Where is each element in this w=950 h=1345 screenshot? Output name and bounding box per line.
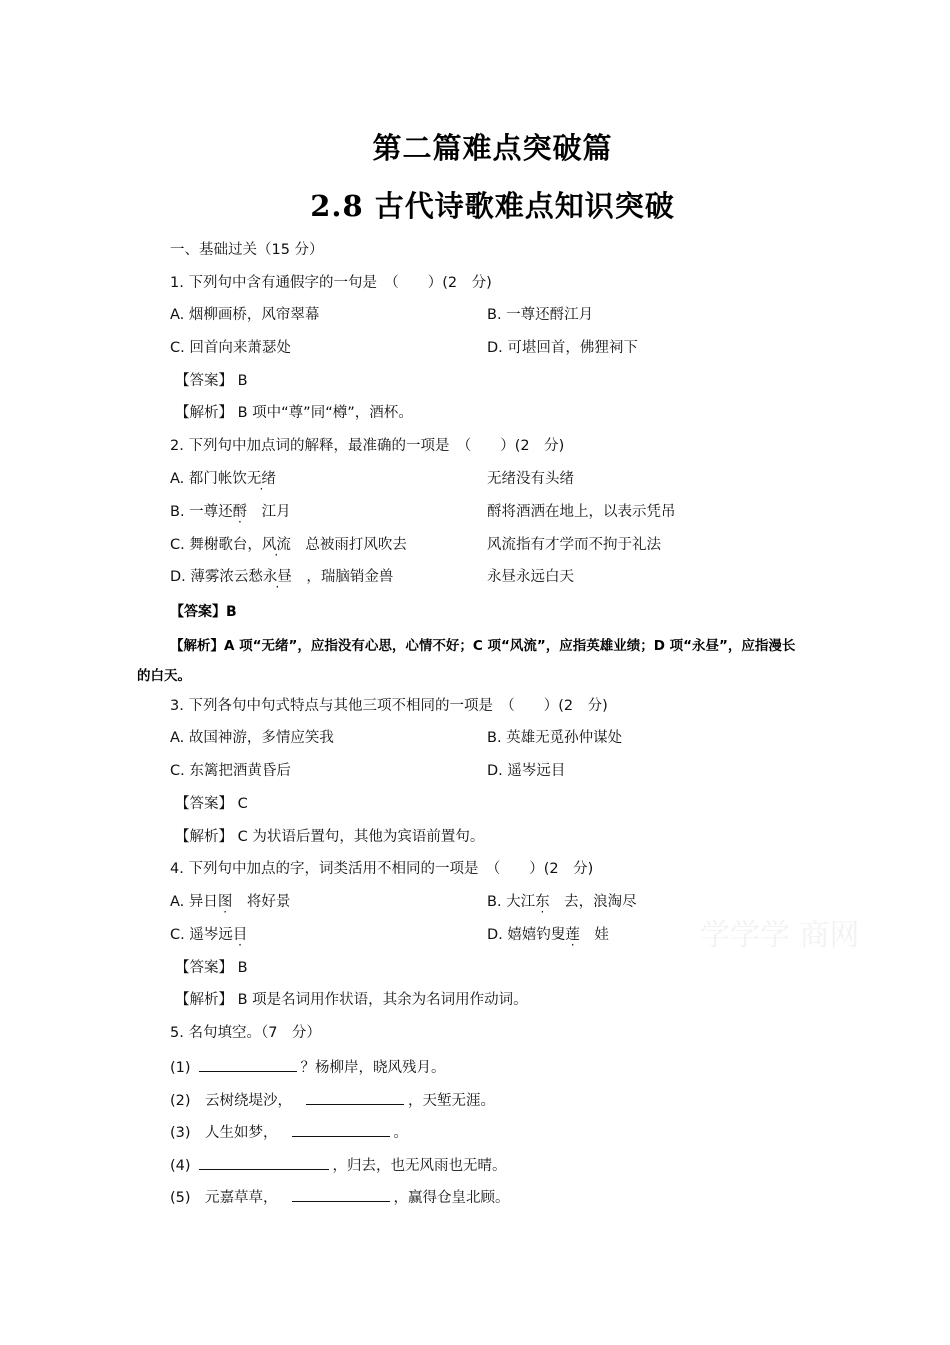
q2-option-c (170, 536, 407, 554)
q4-option-c (170, 926, 247, 944)
section-heading: 一、基础过关（15 分） (170, 242, 324, 258)
q1-option-d: D. 可堪回首，佛狸祠下 (487, 340, 638, 356)
q4-option-a (170, 893, 290, 911)
q2-option-c-dotted-word: 风流 (261, 537, 291, 553)
q2-option-b-text: B. 一尊还 (170, 504, 233, 520)
q5-item-2-text: (2) 云树绕堤沙， (170, 1093, 293, 1109)
q4-option-b-text: B. 大江 (487, 894, 536, 910)
q3-option-a: A. 故国神游，多情应笑我 (170, 730, 334, 746)
q2-option-d-rest: ，瑞脑销金兽 (291, 569, 394, 585)
q3-analysis: 【解析】 C 为状语后置句，其他为宾语前置句。 (175, 829, 485, 845)
q4-option-a-dotted-char: 图 (217, 894, 233, 910)
q4-option-a-text: A. 异日 (170, 894, 218, 910)
q2-option-c-explanation: 风流指有才学而不拘于礼法 (487, 537, 661, 553)
q1-option-b: B. 一尊还酹江月 (487, 307, 594, 323)
q5-item-2-blank (306, 1090, 404, 1105)
q4-option-b-dotted-char: 东 (535, 894, 550, 910)
q5-item-1-blank (199, 1057, 297, 1072)
q4-option-d-text: D. 嬉嬉钓叟 (487, 927, 566, 943)
q5-item-2 (170, 1090, 495, 1110)
q5-item-4-number: (4) (170, 1158, 191, 1174)
q5-item-3-rest: 。 (393, 1125, 409, 1141)
q2-option-d (170, 568, 393, 586)
q5-item-4-blank (199, 1155, 329, 1170)
q5-item-3-text: (3) 人生如梦， (170, 1125, 278, 1141)
q4-option-d (487, 926, 609, 944)
q1-answer: 【答案】 B (175, 373, 248, 389)
q5-item-4 (170, 1155, 507, 1175)
q5-item-5-text: (5) 元嘉草草， (170, 1190, 278, 1206)
q5-item-5-rest: ，赢得仓皇北顾。 (393, 1190, 510, 1206)
q5-item-5 (170, 1187, 510, 1207)
q5-item-4-text: ，归去，也无风雨也无晴。 (332, 1158, 507, 1174)
q4-option-b (487, 893, 637, 911)
q2-option-b-explanation: 酹将酒洒在地上，以表示凭吊 (487, 504, 676, 520)
q5-item-1-text: ？杨柳岸，晓风残月。 (300, 1060, 446, 1076)
q2-analysis: 【解析】A 项“无绪”，应指没有心思，心情不好；C 项“风流”，应指英雄业绩；D 项“永昼”，应指漫长 (170, 638, 796, 654)
q4-analysis: 【解析】 B 项是名词用作状语，其余为名词用作动词。 (175, 992, 528, 1008)
q2-option-a-dotted-word: 无绪 (246, 471, 276, 487)
q1-stem: 1. 下列句中含有通假字的一句是 （ ）(2 分) (170, 275, 492, 291)
q2-option-a-explanation: 无绪没有头绪 (487, 471, 574, 487)
q2-option-a (170, 470, 276, 488)
q1-analysis: 【解析】 B 项中“尊”同“樽”，酒杯。 (175, 405, 413, 421)
q5-stem: 5. 名句填空。（7 分） (170, 1025, 321, 1041)
q3-stem: 3. 下列各句中句式特点与其他三项不相同的一项是 （ ）(2 分) (170, 698, 608, 714)
q4-stem: 4. 下列句中加点的字，词类活用不相同的一项是 （ ）(2 分) (170, 861, 594, 877)
q4-answer: 【答案】 B (175, 960, 248, 976)
q4-option-c-dotted-char: 目 (232, 927, 248, 943)
q4-option-d-rest: 娃 (579, 927, 609, 943)
q2-option-c-text: C. 舞榭歌台， (170, 537, 262, 553)
q2-option-d-explanation: 永昼永远白天 (487, 569, 574, 585)
q2-option-b (170, 503, 291, 521)
q3-answer: 【答案】 C (175, 796, 248, 812)
q3-option-d: D. 遥岑远目 (487, 763, 566, 779)
q4-option-d-dotted-char: 莲 (565, 927, 580, 943)
q3-option-c: C. 东篱把酒黄昏后 (170, 763, 291, 779)
q1-option-a: A. 烟柳画桥，风帘翠幕 (170, 307, 320, 323)
q2-option-c-rest: 总被雨打风吹去 (290, 537, 407, 553)
q5-item-2-rest: ，天堑无涯。 (408, 1093, 496, 1109)
q4-option-b-rest: 去，浪淘尽 (549, 894, 637, 910)
q4-option-c-text: C. 遥岑远 (170, 927, 233, 943)
q2-option-b-dotted-word: 酹 (232, 504, 248, 520)
q2-option-d-dotted-word: 永昼 (262, 569, 292, 585)
q2-stem: 2. 下列句中加点词的解释，最准确的一项是 （ ）(2 分) (170, 438, 565, 454)
q4-option-a-rest: 将好景 (232, 894, 291, 910)
q2-analysis-continued: 的白天。 (137, 668, 191, 684)
q5-item-1 (170, 1057, 446, 1077)
q2-answer: 【答案】B (170, 604, 237, 620)
q5-item-3-blank (292, 1122, 390, 1137)
q2-option-d-text: D. 薄雾浓云愁 (170, 569, 263, 585)
q2-option-a-text: A. 都门帐饮 (170, 471, 247, 487)
page-title: 第二篇难点突破篇 (372, 131, 613, 165)
q5-item-1-number: (1) (170, 1060, 191, 1076)
q3-option-b: B. 英雄无觅孙仲谋处 (487, 730, 623, 746)
q1-option-c: C. 回首向来萧瑟处 (170, 340, 291, 356)
watermark: 学学学 商网 (700, 918, 860, 953)
q5-item-5-blank (292, 1187, 390, 1202)
q5-item-3 (170, 1122, 408, 1142)
page-subtitle: 2.8 古代诗歌难点知识突破 (310, 189, 675, 223)
q2-option-b-rest: 江月 (247, 504, 291, 520)
